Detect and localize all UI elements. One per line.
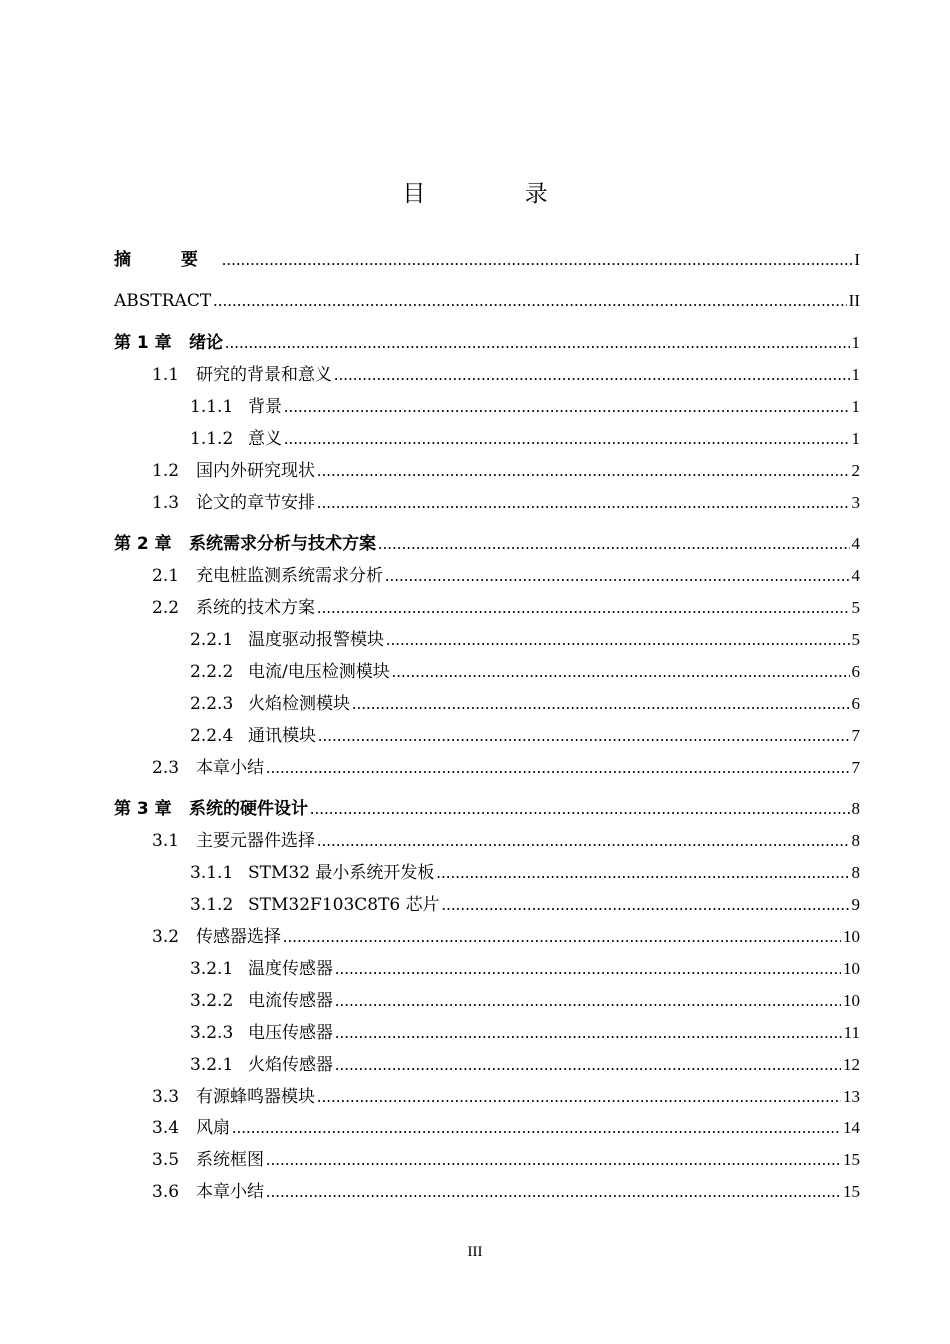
toc-leader-dots	[232, 1115, 841, 1141]
toc-entry-section-3-5[interactable]	[152, 1147, 860, 1173]
toc-entry-page: 5	[851, 630, 860, 649]
toc-entry-number: 1.2	[152, 461, 180, 481]
toc-entry-label: 有源蜂鸣器模块	[196, 1087, 315, 1107]
toc-entry-number: 第 1 章	[114, 333, 172, 353]
toc-entry-number: 1.1.2	[190, 429, 234, 449]
toc-leader-dots	[335, 988, 841, 1014]
toc-leader-dots	[317, 828, 850, 854]
toc-entry-number: 3.2.1	[190, 959, 234, 979]
toc-entry-number: 3.1.1	[190, 863, 234, 883]
toc-entry-subsection-3-2-3[interactable]	[190, 1020, 860, 1046]
toc-entry-label: 系统的技术方案	[196, 598, 315, 618]
toc-entry-number: 1.1	[152, 365, 180, 385]
toc-leader-dots	[283, 924, 841, 950]
toc-entry-number: 2.1	[152, 566, 180, 586]
toc-entry-label: 电流传感器	[248, 991, 333, 1011]
toc-entry-subsection-2-2-3[interactable]	[190, 691, 860, 717]
toc-entry-subsection-2-2-1[interactable]	[190, 627, 860, 653]
toc-entry-number: 3.2.2	[190, 991, 234, 1011]
toc-leader-dots	[317, 595, 850, 621]
toc-entry-page: 7	[851, 726, 860, 745]
toc-entry-label: ABSTRACT	[114, 291, 212, 311]
page-number-footer: III	[467, 1244, 483, 1260]
toc-leader-dots	[335, 1052, 841, 1078]
toc-leader-dots	[310, 796, 850, 822]
toc-entry-label: 温度驱动报警模块	[248, 630, 384, 650]
toc-entry-page: 15	[843, 1150, 860, 1169]
toc-entry-subsection-1-1-2[interactable]	[190, 426, 860, 452]
toc-entry-page: II	[848, 291, 860, 310]
toc-entry-label: 绪论	[189, 333, 223, 353]
toc-entry-label: 火焰传感器	[248, 1055, 333, 1075]
toc-entry-section-2-2[interactable]	[152, 595, 860, 621]
toc-entry-label: 主要元器件选择	[196, 831, 315, 851]
toc-entry-page: 10	[843, 991, 860, 1010]
toc-entry-page: 8	[851, 799, 860, 818]
toc-leader-dots	[436, 860, 849, 886]
toc-entry-subsection-3-2-1[interactable]	[190, 956, 860, 982]
toc-entry-subsection-3-2-2[interactable]	[190, 988, 860, 1014]
toc-entry-section-3-2[interactable]	[152, 924, 860, 950]
toc-entry-page: 13	[843, 1087, 860, 1106]
toc-leader-dots	[442, 892, 850, 918]
toc-entry-subsection-2-2-4[interactable]	[190, 723, 860, 749]
toc-entry-abstract-en[interactable]	[114, 288, 860, 314]
toc-entry-page: 8	[851, 863, 860, 882]
toc-entry-page: 6	[851, 694, 860, 713]
toc-entry-page: 5	[851, 598, 860, 617]
toc-entry-section-1-3[interactable]	[152, 490, 860, 516]
toc-entry-page: 4	[851, 566, 860, 585]
toc-leader-dots	[213, 288, 846, 314]
toc-entry-label: 通讯模块	[248, 726, 316, 746]
toc-entry-number: 1.3	[152, 493, 180, 513]
toc-entry-section-1-2[interactable]	[152, 458, 860, 484]
toc-entry-label: 温度传感器	[248, 959, 333, 979]
toc-leader-dots	[352, 691, 850, 717]
toc-entry-page: 1	[851, 397, 860, 416]
toc-entry-section-1-1[interactable]	[152, 362, 860, 388]
toc-entry-subsection-2-2-2[interactable]	[190, 659, 860, 685]
toc-entry-label: 系统需求分析与技术方案	[189, 534, 376, 554]
toc-leader-dots	[318, 723, 850, 749]
toc-entry-number: 3.2	[152, 927, 180, 947]
toc-entry-number: 3.4	[152, 1118, 180, 1138]
toc-entry-label: 系统框图	[196, 1150, 264, 1170]
toc-entry-page: 1	[851, 333, 860, 352]
toc-entry-abstract-cn[interactable]	[114, 247, 860, 273]
toc-entry-label: 电压传感器	[248, 1023, 333, 1043]
toc-entry-label: 意义	[248, 429, 282, 449]
toc-entry-number: 3.2.1	[190, 1055, 234, 1075]
toc-leader-dots	[385, 563, 850, 589]
toc-entry-number: 3.1.2	[190, 895, 234, 915]
toc-entry-page: 7	[851, 758, 860, 777]
toc-leader-dots	[317, 490, 850, 516]
toc-entry-label: 火焰检测模块	[248, 694, 350, 714]
toc-entry-number: 3.3	[152, 1087, 180, 1107]
toc-entry-page: 1	[851, 429, 860, 448]
toc-entry-label: STM32F103C8T6 芯片	[248, 895, 440, 915]
toc-entry-number: 第 2 章	[114, 534, 172, 554]
toc-entry-section-2-3[interactable]	[152, 755, 860, 781]
toc-entry-label: STM32 最小系统开发板	[248, 863, 435, 883]
toc-entry-page: 3	[851, 493, 860, 512]
toc-entry-label: 风扇	[196, 1118, 230, 1138]
toc-leader-dots	[266, 1147, 841, 1173]
toc-entry-chapter-2[interactable]	[114, 531, 860, 557]
toc-entry-subsection-3-2-4[interactable]	[190, 1052, 860, 1078]
toc-entry-page: 14	[843, 1118, 860, 1137]
toc-entry-label: 摘 要	[114, 250, 220, 270]
toc-leader-dots	[284, 394, 850, 420]
toc-entry-subsection-3-1-2[interactable]	[190, 892, 860, 918]
toc-entry-page: 9	[851, 895, 860, 914]
toc-entry-label: 论文的章节安排	[196, 493, 315, 513]
toc-entry-subsection-1-1-1[interactable]	[190, 394, 860, 420]
toc-entry-number: 3.2.3	[190, 1023, 234, 1043]
toc-entry-number: 2.2.4	[190, 726, 234, 746]
toc-leader-dots	[335, 1020, 842, 1046]
toc-entry-number: 3.5	[152, 1150, 180, 1170]
toc-entry-page: 1	[851, 365, 860, 384]
toc-leader-dots	[266, 755, 850, 781]
toc-entry-page: 8	[851, 831, 860, 850]
toc-entry-page: 12	[843, 1055, 860, 1074]
toc-entry-number: 2.3	[152, 758, 180, 778]
toc-entry-number: 2.2.3	[190, 694, 234, 714]
toc-entry-page: 15	[843, 1182, 860, 1201]
toc-entry-section-2-1[interactable]	[152, 563, 860, 589]
toc-entry-page: 10	[843, 927, 860, 946]
toc-leader-dots	[386, 627, 850, 653]
toc-leader-dots	[335, 956, 841, 982]
toc-entry-label: 背景	[248, 397, 282, 417]
toc-leader-dots	[317, 458, 850, 484]
toc-entry-number: 2.2.2	[190, 662, 234, 682]
toc-leader-dots	[222, 247, 852, 273]
toc-entry-subsection-3-1-1[interactable]	[190, 860, 860, 886]
toc-entry-label: 本章小结	[196, 1182, 264, 1202]
toc-entry-section-3-4[interactable]	[152, 1115, 860, 1141]
toc-leader-dots	[284, 426, 850, 452]
toc-entry-page: 10	[843, 959, 860, 978]
toc-entry-number: 第 3 章	[114, 799, 172, 819]
toc-entry-number: 2.2.1	[190, 630, 234, 650]
toc-entry-chapter-1[interactable]	[114, 330, 860, 356]
toc-entry-page: 6	[851, 662, 860, 681]
toc-entry-section-3-1[interactable]	[152, 828, 860, 854]
toc-entry-label: 电流/电压检测模块	[248, 662, 390, 682]
toc-leader-dots	[334, 362, 850, 388]
toc-title: 目 录	[402, 181, 594, 207]
toc-entry-section-3-3[interactable]	[152, 1084, 860, 1110]
toc-entry-number: 2.2	[152, 598, 180, 618]
toc-entry-number: 3.6	[152, 1182, 180, 1202]
toc-entry-page: 11	[843, 1023, 860, 1042]
toc-leader-dots	[378, 531, 850, 557]
toc-entry-number: 3.1	[152, 831, 180, 851]
toc-leader-dots	[266, 1179, 841, 1205]
toc-entry-chapter-3[interactable]	[114, 796, 860, 822]
toc-leader-dots	[317, 1084, 841, 1110]
toc-entry-label: 研究的背景和意义	[196, 365, 332, 385]
toc-leader-dots	[392, 659, 850, 685]
toc-entry-number: 1.1.1	[190, 397, 234, 417]
toc-entry-label: 传感器选择	[196, 927, 281, 947]
toc-entry-label: 充电桩监测系统需求分析	[196, 566, 383, 586]
toc-entry-page: 4	[851, 534, 860, 553]
toc-entry-page: 2	[851, 461, 860, 480]
toc-entry-label: 国内外研究现状	[196, 461, 315, 481]
toc-entry-label: 本章小结	[196, 758, 264, 778]
toc-leader-dots	[225, 330, 850, 356]
toc-entry-page: I	[854, 250, 860, 269]
toc-entry-section-3-6[interactable]	[152, 1179, 860, 1205]
toc-entry-label: 系统的硬件设计	[189, 799, 308, 819]
